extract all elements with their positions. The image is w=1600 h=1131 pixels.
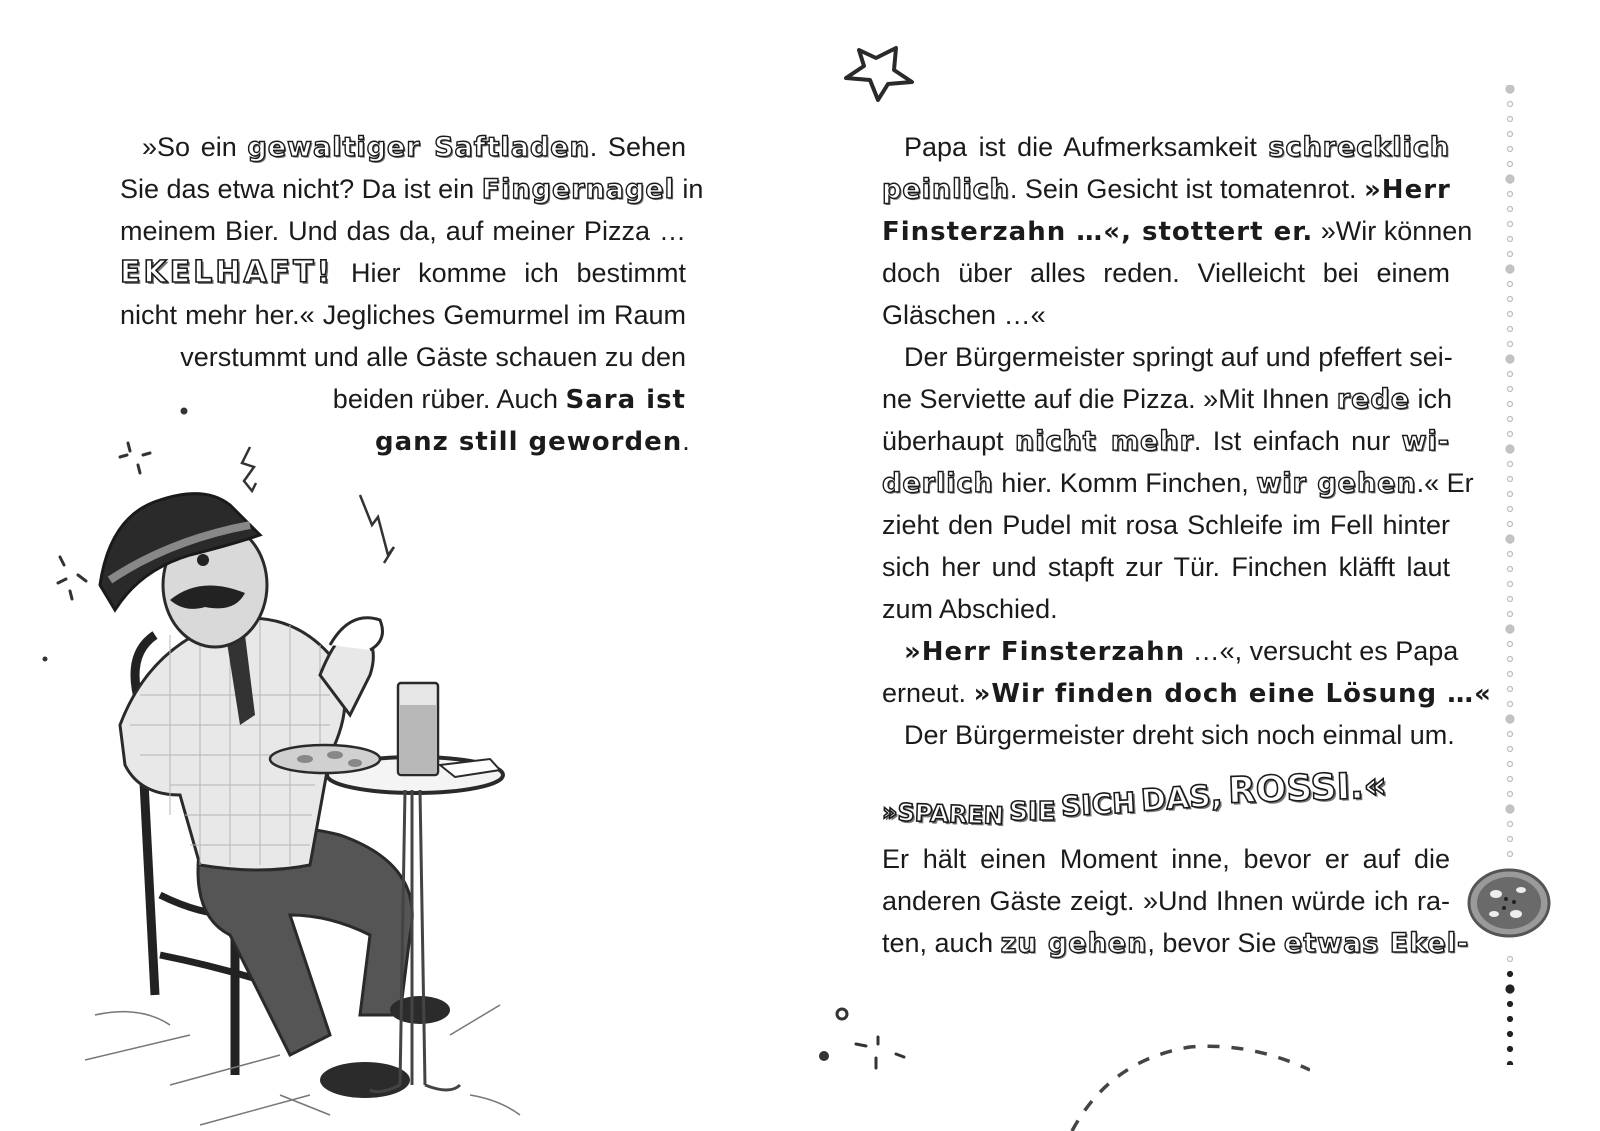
text-run: Papa ist die Aufmerksamkeit xyxy=(904,132,1269,162)
text-run: anderen Gäste zeigt. »Und Ihnen würde ich ra- xyxy=(882,886,1450,916)
text-run: meinem Bier. Und das da, auf meiner Pizza … xyxy=(120,216,686,246)
text-line xyxy=(882,336,1453,378)
emphasis-text: etwas Ekel- xyxy=(1283,928,1470,959)
headline-word: ROSSI.« xyxy=(1227,765,1388,812)
text-run: ne Serviette auf die Pizza. »Mit Ihnen xyxy=(882,384,1337,414)
emphasis-text: ganz still geworden xyxy=(375,427,683,457)
text-run: .« Er xyxy=(1416,468,1474,498)
text-line xyxy=(120,168,704,210)
illustration-angry-man-at-table xyxy=(30,395,550,1131)
text-line xyxy=(882,252,1450,294)
star-outline-icon xyxy=(842,36,918,104)
emphasis-text: schrecklich xyxy=(1268,132,1450,163)
dashed-arc-decoration xyxy=(1072,1046,1310,1131)
text-line xyxy=(120,210,686,252)
headline-word: »SPAREN xyxy=(881,797,1005,831)
text-run: . xyxy=(682,426,690,456)
text-line xyxy=(882,420,1450,462)
pizza-icon xyxy=(270,745,380,773)
text-line xyxy=(882,672,1492,714)
text-run: Der Bürgermeister springt auf und pfeffert sei- xyxy=(904,342,1453,372)
shout-headline xyxy=(881,765,1452,831)
emphasis-text: EKELHAFT! xyxy=(120,255,334,290)
text-run: Sie das etwa nicht? Da ist ein xyxy=(120,174,482,204)
text-run: ich xyxy=(1410,384,1453,414)
emphasis-text: wir gehen xyxy=(1256,468,1417,499)
text-line xyxy=(882,880,1450,922)
emphasis-text: »Wir finden doch eine Lösung …« xyxy=(973,679,1492,709)
emphasis-text: derlich xyxy=(882,468,994,499)
emphasis-text: Finsterzahn …«, stottert er. xyxy=(882,217,1314,247)
right-page-text-continued xyxy=(882,838,1470,964)
text-line xyxy=(882,168,1450,210)
text-run: ten, auch xyxy=(882,928,1001,958)
emphasis-text: rede xyxy=(1336,384,1411,415)
emphasis-text: »Herr Finsterzahn xyxy=(904,637,1186,667)
text-line xyxy=(882,714,1455,756)
text-run: hier. Komm Finchen, xyxy=(993,468,1257,498)
text-run: Gläschen …« xyxy=(882,300,1046,330)
text-run: beiden rüber. Auch xyxy=(332,384,566,414)
text-run: Der Bürgermeister dreht sich noch einmal um. xyxy=(904,720,1455,750)
emphasis-text: »Herr xyxy=(1364,175,1451,205)
text-line xyxy=(882,838,1450,880)
lightning-bolt-icon xyxy=(242,447,256,491)
text-run: , bevor Sie xyxy=(1147,928,1284,958)
text-run: überhaupt xyxy=(882,426,1016,456)
text-run: verstummt und alle Gäste schauen zu den xyxy=(180,342,686,372)
text-line xyxy=(882,378,1453,420)
text-line xyxy=(882,462,1474,504)
text-run: Er hält einen Moment inne, bevor er auf die xyxy=(882,844,1450,874)
emphasis-text: gewaltiger Saftladen xyxy=(247,132,590,163)
text-run: zieht den Pudel mit rosa Schleife im Fell hinter xyxy=(882,510,1450,540)
text-run: . Sein Gesicht ist tomatenrot. xyxy=(1009,174,1365,204)
emphasis-text: Fingernagel xyxy=(481,174,675,205)
text-line xyxy=(120,252,686,294)
text-line xyxy=(882,922,1470,964)
text-line xyxy=(120,336,686,378)
right-page-text xyxy=(882,126,1492,756)
text-line xyxy=(882,294,1450,336)
text-line xyxy=(882,126,1450,168)
headline-word: SIE xyxy=(1009,797,1056,827)
emphasis-text: peinlich xyxy=(882,174,1010,205)
text-run: erneut. xyxy=(882,678,974,708)
text-run: in xyxy=(674,174,704,204)
headline-word: DAS, xyxy=(1140,778,1224,819)
glass-icon xyxy=(398,683,438,775)
text-run: doch über alles reden. Vielleicht bei einem xyxy=(882,258,1450,288)
emphasis-text: Sara ist xyxy=(565,385,686,415)
text-line xyxy=(120,294,686,336)
text-line xyxy=(882,210,1473,252)
text-line xyxy=(120,126,686,168)
text-run: Hier komme ich bestimmt xyxy=(333,258,686,288)
text-line xyxy=(882,504,1450,546)
text-run: …«, versucht es Papa xyxy=(1185,636,1459,666)
text-run: »So ein xyxy=(142,132,248,162)
emphasis-text: nicht mehr xyxy=(1015,426,1194,457)
text-line xyxy=(882,630,1459,672)
emphasis-text: zu gehen xyxy=(1000,928,1148,959)
emphasis-text: wi- xyxy=(1401,426,1450,457)
lightning-bolt-icon xyxy=(360,495,394,563)
sparkle-marks-decoration xyxy=(810,1000,1310,1131)
text-run: . Ist einfach nur xyxy=(1193,426,1402,456)
text-run: . Sehen xyxy=(589,132,687,162)
text-line xyxy=(882,546,1450,588)
pizza-icon xyxy=(1466,866,1552,940)
text-run: »Wir können xyxy=(1313,216,1473,246)
text-line xyxy=(882,588,1450,630)
text-run: sich her und stapft zur Tür. Finchen kläfft laut xyxy=(882,552,1450,582)
text-run: zum Abschied. xyxy=(882,594,1058,624)
headline-word: SICH xyxy=(1060,786,1137,823)
text-run: nicht mehr her.« Jegliches Gemurmel im Raum xyxy=(120,300,686,330)
